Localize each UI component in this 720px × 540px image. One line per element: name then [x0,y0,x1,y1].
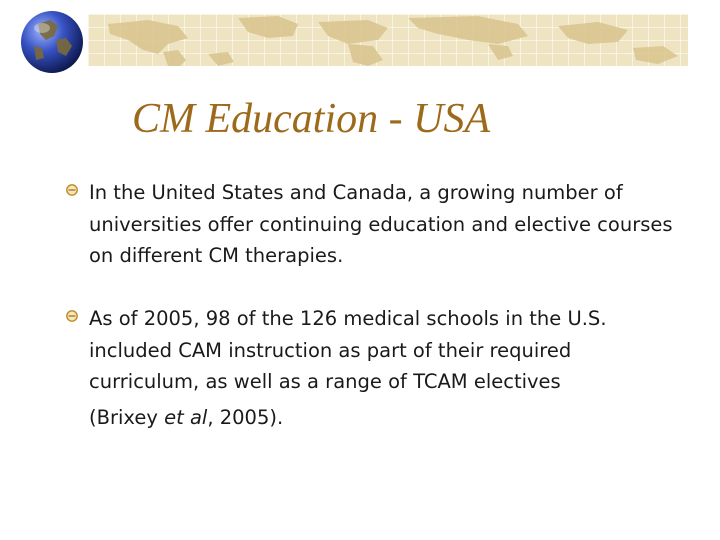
slide-title: CM Education - USA [132,96,491,142]
citation-open: (Brixey [89,405,165,429]
citation [89,402,679,434]
citation-close: , 2005). [207,405,284,429]
bullet-text: In the United States and Canada, a growing number of universities offer continuing education and elective courses on different CM therapies. [89,181,673,267]
citation-italic: et al [164,405,208,429]
circle-bullet-icon [66,310,78,322]
bullet-text-block [89,303,679,433]
bullet-text: As of 2005, 98 of the 126 medical schools in the U.S. included CAM instruction as part of their required curriculum, as well as a range of TCAM electives [89,307,607,393]
circle-bullet-icon [66,184,78,196]
